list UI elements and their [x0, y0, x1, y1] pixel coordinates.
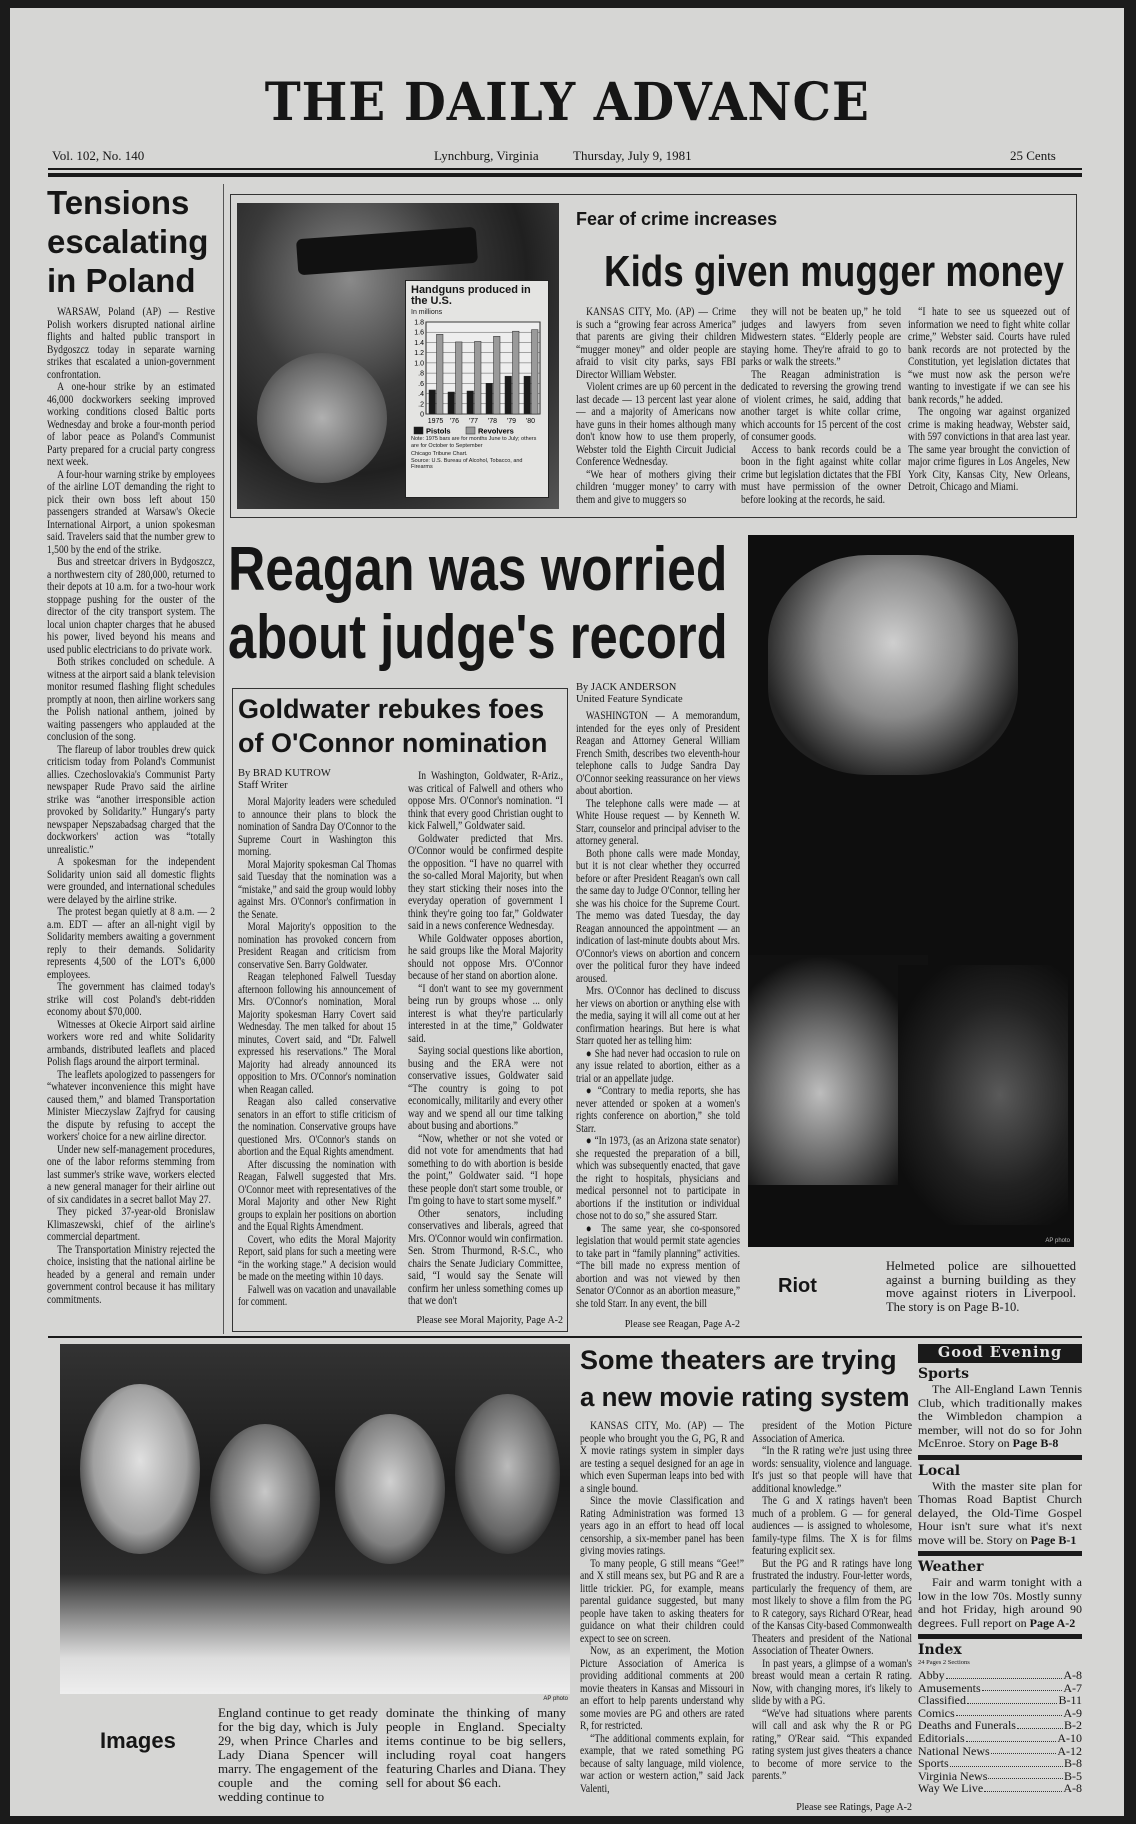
- index-entry-name: National News: [918, 1743, 990, 1758]
- paragraph: In Washington, Goldwater, R-Ariz., was critical of Falwell and others who oppose Mrs. O'Connor's nomination. “I think that every good Christian ought to kick Falwell,” Goldwater said.: [408, 770, 563, 832]
- bar-pistols: [467, 391, 474, 414]
- sidebar-weather: [918, 1559, 1082, 1630]
- mannequin-head: [335, 1414, 445, 1564]
- index-entry-name: Comics: [918, 1705, 955, 1720]
- bar-pistols: [486, 383, 493, 414]
- y-tick-label: .4: [418, 391, 424, 399]
- paragraph: Both phone calls were made Monday, but it is not clear whether they occurred before or after President Reagan's own call the same day to Judge O'Connor, telling her she was his choice for the Supreme Court. The memo was dated Tuesday, the day Reagan announced the appointment — an indication of last-minute doubts about Mrs. O'Connor's views on abortion and concern over the political furor they have indeed aroused.: [576, 847, 740, 985]
- headline-line: Some theaters are trying: [580, 1345, 897, 1375]
- sidebar-rule: [918, 1551, 1082, 1556]
- paragraph: The Transportation Ministry rejected the choice, insisting that the national airline be headed by a general and remain under government control because it has military commitments.: [47, 1243, 215, 1306]
- volume-number: Vol. 102, No. 140: [52, 148, 145, 163]
- index-entry-name: Virginia News: [918, 1768, 988, 1783]
- paragraph: “I hate to see us squeezed out of information we need to fight white collar crime,” Webster said. Courts have ruled bank records are not protected by the Constitution, yet legislation dictates that “we must now ask the person we're wanting to investigate if we can see his bank records,” he added.: [908, 306, 1070, 406]
- paragraph: The flareup of labor troubles drew quick criticism today from Poland's Communist allies. Czechoslovakia's Communist Party newspaper Rude Pravo said the airline strike was “another irresponsible action provoked by Solidarity.” Hungary's party newspaper Nepszabadsag charged that the dockworkers' action was “totally unrealistic.”: [47, 743, 215, 856]
- paragraph: The ongoing war against organized crime is making headway, Webster said, with 597 convictions in that area last year. The same year brought the conviction of major crime figures in Los Angeles, New York City, Kansas City, New Orleans, Detroit, Chicago and Miami.: [908, 406, 1070, 493]
- leader-dots: [967, 1694, 1057, 1704]
- poland-body: [47, 306, 215, 1306]
- goldwater-jump-link[interactable]: Please see Moral Majority, Page A-2: [416, 1315, 563, 1326]
- theaters-jump-link[interactable]: Please see Ratings, Page A-2: [796, 1802, 912, 1813]
- chart-plot: [406, 318, 548, 436]
- bar-revolvers: [513, 331, 520, 414]
- paragraph: KANSAS CITY, Mo. (AP) — Crime is such a “growing fear across America” that parents are giving their children “mugger money” and older people are afraid to visit city parks, says FBI Director William Webster.: [576, 306, 736, 381]
- index-entry-page: A-8: [1063, 1781, 1082, 1796]
- byline-name: By JACK ANDERSON: [576, 682, 677, 693]
- index-entry[interactable]: [918, 1732, 1082, 1745]
- sidebar-index: [918, 1642, 1082, 1795]
- mannequin-head: [455, 1394, 560, 1554]
- paragraph: Reagan telephoned Falwell Tuesday afternoon following his announcement of Mrs. O'Connor's nomination, Moral Majority spokesman Harry Covert said Wednesday. The men talked for about 15 minutes, Covert said, and “Dr. Falwell expressed his reservations.” The Moral Majority had already announced its opposition to Mrs. O'Connor's nomination when Reagan called.: [238, 971, 396, 1096]
- chart-ylabel: In millions: [411, 309, 443, 316]
- goldwater-headline: [238, 692, 547, 760]
- y-tick-label: 1.4: [414, 339, 424, 347]
- headline-line: a new movie rating system: [580, 1382, 910, 1412]
- column-divider: [223, 184, 224, 1334]
- index-entry-page: B-2: [1064, 1718, 1082, 1733]
- paragraph: After discussing the nomination with Reagan, Falwell suggested that Mrs. O'Connor meet with representatives of the Moral Majority and other New Right groups to explain her positions on abortion and the Equal Rights Amendment.: [238, 1158, 396, 1233]
- paragraph: “In the R rating we're just using three words: sensuality, violence and language. It's just so that people will have that additional knowledge.”: [752, 1445, 912, 1495]
- masthead-rule-thick: [48, 173, 1082, 177]
- index-entry[interactable]: [918, 1694, 1082, 1707]
- images-caption-column-2: dominate the thinking of many people in England. Specialty items continue to be big sellers, including royal coat hangers featuring Charles and Diana. They sell for about $6 each.: [386, 1705, 566, 1790]
- bar-revolvers: [456, 342, 463, 414]
- x-tick-label: '77: [468, 418, 479, 425]
- headline-line: Tensions: [47, 184, 190, 221]
- index-entry-name: Deaths and Funerals: [918, 1718, 1016, 1733]
- headline-line: escalating: [47, 223, 209, 260]
- sidebar-rule: [918, 1634, 1082, 1639]
- paragraph: ● “Contrary to media reports, she has never attended or spoken at a women's rights conference on abortion,” she told Starr.: [576, 1085, 740, 1135]
- bar-revolvers: [475, 341, 482, 414]
- good-evening-sidebar: [918, 1344, 1082, 1795]
- chart-note: Note: 1975 bars are for months June to July; others are for October to September: [411, 436, 537, 449]
- leader-dots: [991, 1745, 1057, 1755]
- y-tick-label: .6: [418, 380, 424, 388]
- leader-dots: [950, 1757, 1063, 1767]
- paragraph: “We hear of mothers giving their children ‘mugger money’ to carry with them and give to muggers so: [576, 468, 736, 506]
- byline-name: By BRAD KUTROW: [238, 768, 331, 779]
- paragraph: They picked 37-year-old Bronislaw Klimaszewski, chief of the airline's commercial department.: [47, 1206, 215, 1243]
- paragraph: they will not be beaten up,” he told judges and lawyers from seven Midwestern states. “Elderly people are staying home. They're afraid to go to parks or walk the streets.”: [741, 306, 901, 368]
- index-entry-page: B-5: [1064, 1768, 1082, 1783]
- images-caption-column-1: England continue to get ready for the big day, which is July 29, when Prince Charles and Lady Diana Spencer will marry. The engagement of the couple and the coming wedding continue to: [218, 1705, 378, 1804]
- y-tick-label: 1.8: [414, 319, 424, 327]
- x-tick-label: 1975: [427, 418, 444, 425]
- paragraph: WASHINGTON — A memorandum, intended for the eyes only of President Reagan and Attorney General William French Smith, describes two eleventh-hour telephone calls to Judge Sandra Day O'Connor seeking reassurance on her views about abortion.: [576, 710, 740, 797]
- leader-dots: [982, 1682, 1063, 1692]
- page-reference[interactable]: Page B-1: [1030, 1532, 1077, 1547]
- index-entry-page: A-7: [1063, 1680, 1082, 1695]
- index-entry-name: Way We Live: [918, 1781, 984, 1796]
- paragraph: Access to bank records could be a boon in the fight against white collar crime but legislation dictates that the FBI must have permission of the owner before looking at the records, he said.: [741, 443, 901, 506]
- paragraph: A four-hour warning strike by employees of the airline LOT demanding the right to pick their own boss left about 150 passengers stranded at Warsaw's Okecie International Airport, a union spokesman said. Travelers said that the number grew to 1,500 by the end of the strike.: [47, 468, 215, 556]
- crime-column-3: [908, 306, 1070, 494]
- section-summary: The All-England Lawn Tennis Club, which traditionally makes the Wimbledon champion a member, will not do so for John McEnroe. Story on: [918, 1382, 1082, 1450]
- reagan-byline: [576, 682, 742, 706]
- bar-pistols: [505, 376, 512, 414]
- crime-headline: [604, 246, 1136, 298]
- x-tick-label: '80: [525, 418, 536, 425]
- legend-label: Revolvers: [478, 426, 514, 436]
- section-heading: Weather: [918, 1559, 984, 1575]
- paragraph: While Goldwater opposes abortion, he said groups like the Moral Majority should not oppose Mrs. O'Connor because of her stand on abortion alone.: [408, 932, 563, 982]
- good-evening-title: Good Evening: [918, 1344, 1082, 1363]
- location: Lynchburg, Virginia: [434, 148, 539, 163]
- paragraph: Both strikes concluded on schedule. A witness at the airport said a blank television monitor resumed flashing flight schedules promptly at noon, then airline workers sang the Polish national anthem, joined by waiting passengers who applauded at the conclusion of the song.: [47, 656, 215, 743]
- y-tick-label: .2: [418, 401, 424, 409]
- crime-column-2: [741, 306, 901, 506]
- bar-pistols: [448, 392, 455, 414]
- kicker-text: Fear of crime increases: [576, 209, 778, 229]
- paragraph: The government has claimed today's strike will cost Poland's debt-ridden economy about $70,000.: [47, 981, 215, 1018]
- paragraph: WARSAW, Poland (AP) — Restive Polish workers disrupted national airline flights and halted public transport in Bydgoszcz today in separate warning strikes that escalated a union-government confrontation.: [47, 306, 215, 381]
- index-entry-name: Sports: [918, 1756, 949, 1771]
- index-entry-name: Editorials: [918, 1730, 965, 1745]
- y-tick-label: 1.0: [414, 360, 424, 368]
- y-tick-label: 1.6: [414, 329, 424, 337]
- headline-line: Reagan was worried: [228, 535, 728, 604]
- section-text: [918, 1383, 1082, 1451]
- paragraph: president of the Motion Picture Association of America.: [752, 1420, 912, 1445]
- page-reference[interactable]: Page B-8: [1012, 1436, 1059, 1450]
- poland-headline: [47, 184, 215, 301]
- x-tick-label: '78: [487, 418, 498, 425]
- page-reference[interactable]: Page A-2: [1029, 1615, 1076, 1630]
- reagan-jump-link[interactable]: Please see Reagan, Page A-2: [624, 1319, 740, 1330]
- issue-date: Thursday, July 9, 1981: [573, 148, 692, 163]
- x-tick-label: '79: [506, 418, 517, 425]
- leader-dots: [956, 1707, 1063, 1717]
- index-entry-page: A-9: [1063, 1705, 1082, 1720]
- headline-line: about judge's record: [228, 603, 728, 672]
- index-entry-page: B-11: [1058, 1693, 1082, 1708]
- y-tick-label: 1.2: [414, 350, 424, 358]
- paragraph: Mrs. O'Connor has declined to discuss her views on abortion or anything else with the media, saying it will all come out at her confirmation hearings. But here is what Starr quoted her as telling him:: [576, 985, 740, 1047]
- bar-revolvers: [532, 330, 539, 414]
- section-summary: Fair and warm tonight with a low in the low 70s. Mostly sunny and hot Friday, high around 90 degrees. Full report on: [918, 1575, 1082, 1630]
- riot-caption: Helmeted police are silhouetted against a burning building as they move against rioters in Liverpool. The story is on Page B-10.: [886, 1259, 1076, 1314]
- index-entry-page: A-12: [1057, 1743, 1082, 1758]
- paragraph: Moral Majority's opposition to the nomination has provoked concern from President Reagan and criticism from conservative Sen. Barry Goldwater.: [238, 921, 396, 971]
- headline-line: in Poland: [47, 262, 196, 299]
- paragraph: Now, as an experiment, the Motion Picture Association of America is providing additional comments at 200 movie theaters in Kansas and Missouri in an effort to help parents understand why some movies are PG and others are rated R, for restricted.: [580, 1645, 744, 1732]
- paragraph: To many people, G still means “Gee!” and X still means sex, but PG and R are a little trickier. PG, for example, means parental guidance suggested, but many people have taken to asking theaters for guidance on what their children could expect to see on screen.: [580, 1557, 744, 1645]
- paragraph: ● “In 1973, (as an Arizona state senator) she requested the preparation of a bill, which was subsequently enacted, that gave the right to hospitals, physicians and medical personnel not to participate in abortions if the institution or individual chose not to do so,” she assured Starr.: [576, 1135, 740, 1222]
- mannequin-bodies: [60, 1574, 570, 1694]
- legend-label: Pistols: [426, 426, 451, 436]
- paragraph: The telephone calls were made — at White House request — by Kenneth W. Starr, counselor and principal adviser to the attorney general.: [576, 797, 740, 847]
- index-entry[interactable]: [918, 1757, 1082, 1770]
- crime-column-1: [576, 306, 736, 506]
- section-rule: [48, 1336, 1082, 1338]
- sidebar-local: [918, 1463, 1082, 1548]
- section-text: [918, 1480, 1082, 1548]
- paragraph: Witnesses at Okecie Airport said airline workers wore red and white Solidarity armbands, distributed leaflets and placed Polish flags around the airport terminal.: [47, 1018, 215, 1068]
- paragraph: Other senators, including conservatives and liberals, agreed that Mrs. O'Connor would win confirmation. Sen. Strom Thurmond, R-S.C., who chairs the Senate Judiciary Committee, said, “I would say the Senate will confirm her unless something comes up that we don't: [408, 1207, 563, 1307]
- section-summary: With the master site plan for Thomas Road Baptist Church delayed, the Old-Time Gospel Hour isn't sure what it's next move will be. Story on: [918, 1478, 1082, 1547]
- smoke-shape: [768, 555, 1018, 775]
- index-entry-name: Abby: [918, 1668, 945, 1682]
- police-silhouettes: [898, 965, 1068, 1225]
- theaters-column-1: [580, 1420, 744, 1795]
- bar-revolvers: [437, 334, 444, 414]
- chart-title: Handguns produced in the U.S.: [411, 284, 531, 307]
- chart-credit: Chicago Tribune Chart.: [411, 451, 468, 457]
- handgun-chart: [405, 280, 549, 498]
- crime-kicker: [576, 208, 777, 230]
- paragraph: Covert, who edits the Moral Majority Report, said plans for such a meeting were “in the working stage.” A decision would be made on the meeting within 10 days.: [238, 1233, 396, 1283]
- paragraph: The Reagan administration is dedicated to reversing the growing trend of violent crimes, he said, adding that another target is white collar crime, which accounts for 15 percent of the cost of consumer goods.: [741, 368, 901, 443]
- legend-swatch: [466, 427, 475, 434]
- reagan-body: [576, 710, 740, 1310]
- sidebar-rule: [918, 1455, 1082, 1460]
- section-heading: Index: [918, 1642, 962, 1658]
- paragraph: ● She had never had occasion to rule on any issue related to abortion, either as a trial or an appellate judge.: [576, 1047, 740, 1085]
- paragraph: KANSAS CITY, Mo. (AP) — The people who brought you the G, PG, R and X movie ratings system in simpler days are testing a sequel designed for an age in which even Superman leaps into bed with a single bound.: [580, 1420, 744, 1495]
- leader-dots: [984, 1782, 1062, 1792]
- leader-dots: [966, 1732, 1057, 1742]
- headline-line: of O'Connor nomination: [238, 728, 548, 758]
- bar-pistols: [429, 390, 436, 414]
- x-tick-label: '76: [449, 418, 460, 425]
- theaters-column-2: [752, 1420, 912, 1783]
- index-entry-name: Amusements: [918, 1680, 981, 1695]
- byline-org: United Feature Syndicate: [576, 694, 683, 705]
- masthead: [10, 72, 1124, 133]
- paragraph: A one-hour strike by an estimated 46,000 dockworkers seeking improved working conditions closed Baltic ports Wednesday and broke a four-month period of labor peace as Poland's Communist Party prepared for a crucial party congress next week.: [47, 381, 215, 468]
- index-subhead: 24 Pages 2 Sections: [918, 1659, 970, 1666]
- price: 25 Cents: [1010, 148, 1056, 163]
- gun-barrel-shape: [296, 227, 478, 275]
- goldwater-column-2: [408, 770, 563, 1308]
- section-heading: Sports: [918, 1366, 969, 1382]
- index-entry[interactable]: [918, 1782, 1082, 1795]
- hand-shape: [257, 353, 387, 483]
- paragraph: Goldwater predicted that Mrs. O'Connor would be confirmed despite the opposition. “I have no quarrel with the so-called Moral Majority, but when they start sticking their noses into the everyday operation of government I think they're going too far,” Goldwater said in a news conference Wednesday.: [408, 832, 563, 932]
- paragraph: Violent crimes are up 60 percent in the last decade — 13 percent last year alone — and a majority of Americans now have guns in their homes although many don't know how to use them properly, Webster told the Eighth Circuit Judicial Conference Wednesday.: [576, 381, 736, 468]
- headline-text: Kids given mugger money: [604, 247, 1064, 296]
- paragraph: Bus and streetcar drivers in Bydgoszcz, a northwestern city of 280,000, returned to their depots at 10 a.m. for a two-hour work stoppage pushing for the ouster of the director of the city transport system. The local union chapter charges that he abused his power, lived beyond his means and used public electricians to do private work.: [47, 556, 215, 656]
- images-photo-credit: AP photo: [543, 1696, 568, 1702]
- y-tick-label: 0: [420, 411, 424, 419]
- index-list: [918, 1669, 1082, 1795]
- section-heading: Local: [918, 1462, 961, 1479]
- leader-dots: [1017, 1719, 1063, 1729]
- images-label: Images: [100, 1728, 176, 1753]
- index-entry-page: A-10: [1057, 1730, 1082, 1745]
- paragraph: The leaflets apologized to passengers for “whatever inconvenience this might have caused them,” and blamed Transportation Minister Mieczyslaw Zajfryd for causing the dispute by refusing to accept the workers' choice for a new airline director.: [47, 1068, 215, 1143]
- chart-notes: [406, 436, 548, 471]
- theaters-headline: [580, 1342, 924, 1416]
- index-entry-page: A-8: [1063, 1668, 1082, 1682]
- paragraph: “We've had situations where parents will call and ask why the R or PG rating,” O'Rear said. “This expanded rating system just gives theaters a chance to become of more service to the parents.”: [752, 1707, 912, 1782]
- paragraph: Falwell was on vacation and unavailable for comment.: [238, 1283, 396, 1308]
- riot-label: Riot: [778, 1275, 817, 1297]
- paragraph: In past years, a glimpse of a woman's breast would mean a certain R rating. Now, with changing mores, it's likely to slide by with a PG.: [752, 1657, 912, 1707]
- section-text: [918, 1576, 1082, 1630]
- y-tick-label: .8: [418, 370, 424, 378]
- paragraph: “Now, whether or not she voted or did not vote for amendments that had something to do with abortion is beside the point,” Goldwater said. “I hope these people don't start some trouble, or I'm going to have to start some myself.”: [408, 1132, 563, 1207]
- masthead-rule-thin: [48, 168, 1082, 170]
- legend-swatch: [414, 427, 423, 434]
- paragraph: Since the movie Classification and Rating Administration was formed 13 years ago in an effort to head off local censorship, a six-member panel has been giving movies ratings.: [580, 1495, 744, 1557]
- paragraph: “The additional comments explain, for example, that we rated something PG because of salty language, mild violence, war action or western action,” said Jack Valenti,: [580, 1732, 744, 1795]
- byline-role: Staff Writer: [238, 780, 288, 791]
- goldwater-byline: [238, 768, 396, 792]
- paragraph: The protest began quietly at 8 a.m. — 2 a.m. EDT — after an all-night vigil by Solidarity members awaiting a government reply to their demands. Solidarity represents 4,500 of the LOT's 6,000 employees.: [47, 906, 215, 981]
- sidebar-sports: [918, 1366, 1082, 1451]
- mannequin-heads-photo: [60, 1344, 570, 1694]
- leader-dots: [988, 1770, 1063, 1780]
- paragraph: Under new self-management procedures, one of the labor reforms stemming from last summer's strike wave, workers elected a new general manager for their airline out of six candidates in a secret ballot May 27.: [47, 1143, 215, 1206]
- paragraph: A spokesman for the independent Solidarity union said all domestic flights were grounded, and international schedules were delayed by the airline strike.: [47, 856, 215, 906]
- paragraph: Reagan also called conservative senators in an effort to stifle criticism of the nomination. Conservative groups have questioned Mrs. O'Connor's stands on abortion and the Equal Rights amendment.: [238, 1096, 396, 1158]
- newspaper-title: THE DAILY ADVANCE: [264, 72, 870, 133]
- newspaper-page: [10, 8, 1124, 1816]
- bar-revolvers: [494, 336, 501, 414]
- riot-photo-credit: AP photo: [1045, 1238, 1070, 1244]
- index-entry-name: Classified: [918, 1693, 966, 1708]
- paragraph: ● The same year, she co-sponsored legislation that would permit state agencies to take part in “family planning” activities. “The bill made no express mention of abortion and was not viewed by then Senator O'Connor as an abortion measure,” she told Starr. In any event, the bill: [576, 1222, 740, 1310]
- goldwater-column-1: [238, 796, 396, 1309]
- paragraph: Saying social questions like abortion, busing and the ERA were not conservative issues, Goldwater said “The country is going to pot economically, militarily and every other way and we spend all our time talking about busing and abortions.”: [408, 1045, 563, 1132]
- headline-line: Goldwater rebukes foes: [238, 694, 545, 724]
- bar-pistols: [524, 376, 531, 414]
- chart-source: Source: U.S. Bureau of Alcohol, Tobacco, and Firearms: [411, 457, 523, 470]
- paragraph: But the PG and R ratings have long frustrated the industry. Four-letter words, particularly the frequency of them, are most likely to shove a film from the PG to R category, says Richard O'Rear, head of the Kansas City-based Commonwealth Theaters and president of the National Association of Theater Owners.: [752, 1557, 912, 1657]
- leader-dots: [946, 1669, 1063, 1679]
- paragraph: The G and X ratings haven't been much of a problem. G — for general audiences — is assigned to wholesome, family-type films. The X is for films featuring explicit sex.: [752, 1495, 912, 1557]
- index-entry-page: B-8: [1064, 1756, 1082, 1771]
- paragraph: Moral Majority spokesman Cal Thomas said Tuesday that the nomination was a “mistake,” and said the group would lobby against Mrs. O'Connor's confirmation in the Senate.: [238, 858, 396, 921]
- mannequin-head: [80, 1384, 200, 1554]
- riot-photo: [748, 535, 1074, 1247]
- paragraph: “I don't want to see my government being run by groups whose ... only interest is what they're particularly interested in at the time,” Goldwater said.: [408, 982, 563, 1045]
- index-entry[interactable]: [918, 1669, 1082, 1682]
- mannequin-head: [210, 1424, 320, 1574]
- paragraph: Moral Majority leaders were scheduled to announce their plans to block the nomination of Sandra Day O'Connor to the Supreme Court in Washington this morning.: [238, 796, 396, 858]
